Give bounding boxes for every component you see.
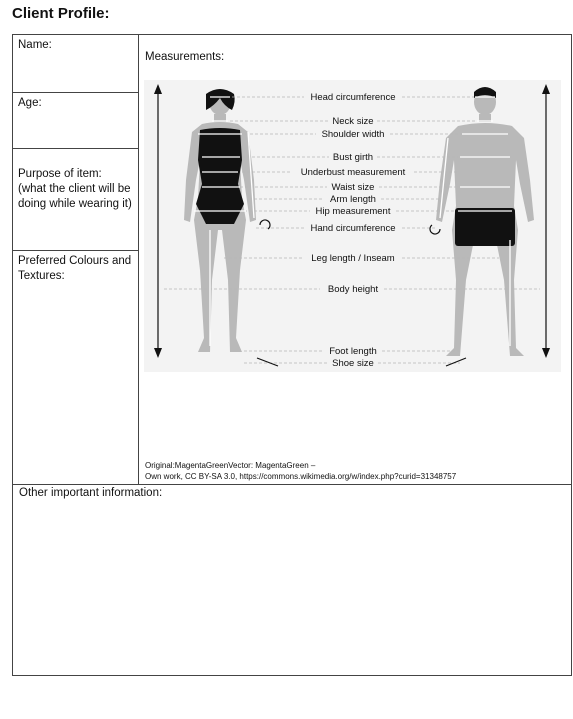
label-bust-girth: Bust girth xyxy=(332,152,374,163)
credit-line-2: Own work, CC BY-SA 3.0, https://commons.wikimedia.org/w/index.php?curid=31348757 xyxy=(145,472,457,481)
left-column xyxy=(13,35,139,484)
purpose-label: Purpose of item: (what the client will be doing while wearing it) xyxy=(18,168,132,210)
body-measurements-figure xyxy=(144,80,561,372)
label-head-circumference: Head circumference xyxy=(310,92,396,103)
image-credit xyxy=(145,460,545,482)
label-neck-size: Neck size xyxy=(332,116,374,127)
credit-line-1: Original:MagentaGreenVector: MagentaGreen – xyxy=(145,461,316,470)
label-shoe-size: Shoe size xyxy=(332,358,374,369)
label-underbust-measurement: Underbust measurement xyxy=(300,167,406,178)
label-hip-measurement: Hip measurement xyxy=(315,206,391,217)
label-leg-length-inseam: Leg length / Inseam xyxy=(311,253,395,264)
client-profile-form xyxy=(12,34,572,676)
label-hand-circumference: Hand circumference xyxy=(310,223,396,234)
age-label: Age: xyxy=(18,97,42,109)
colours-label: Preferred Colours and Textures: xyxy=(18,255,132,282)
label-body-height: Body height xyxy=(327,284,379,295)
male-shorts xyxy=(455,208,515,246)
other-info-label: Other important information: xyxy=(19,487,163,499)
label-foot-length: Foot length xyxy=(329,346,377,357)
other-info-field[interactable] xyxy=(13,484,571,675)
name-label: Name: xyxy=(18,39,52,51)
colours-field[interactable] xyxy=(13,251,138,484)
label-waist-size: Waist size xyxy=(331,182,375,193)
purpose-field[interactable] xyxy=(13,149,138,251)
page-title: Client Profile: xyxy=(12,5,110,22)
name-field[interactable] xyxy=(13,35,138,93)
age-field[interactable] xyxy=(13,93,138,149)
label-shoulder-width: Shoulder width xyxy=(321,129,385,140)
swimsuit xyxy=(196,128,244,224)
label-arm-length: Arm length xyxy=(330,194,376,205)
measurements-label: Measurements: xyxy=(145,51,225,63)
